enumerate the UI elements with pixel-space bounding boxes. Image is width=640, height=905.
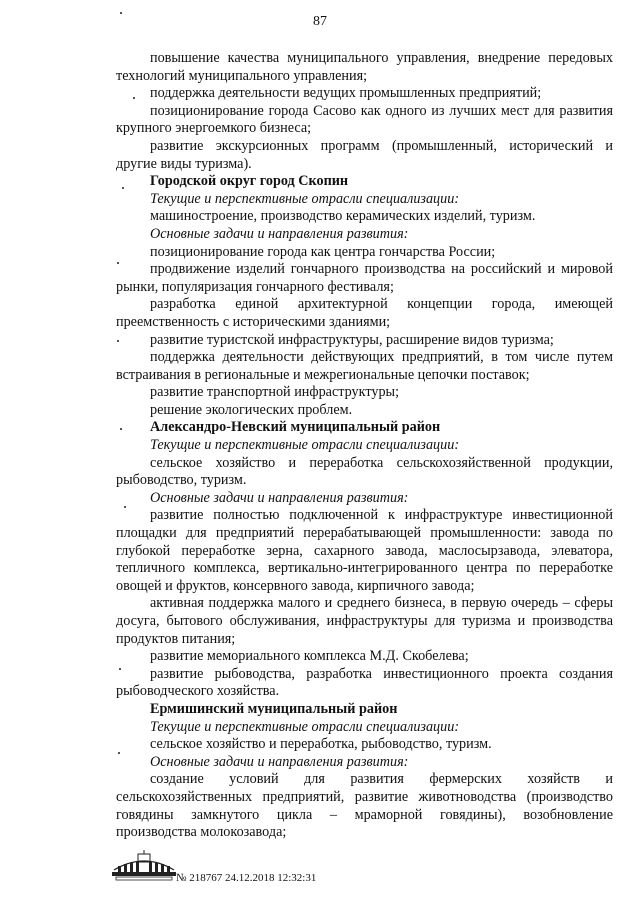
- paragraph: решение экологических проблем.: [150, 401, 353, 418]
- paragraph: создание условий для развития фермерских хозяйств и сельскохозяйственных предприятий, развитие животноводства (производство говядины замкнутого цикла – мраморной говядины), возобновление производства молокозавода;: [116, 771, 613, 841]
- paragraph: развитие туристской инфраструктуры, расширение видов туризма;: [150, 331, 554, 348]
- section-heading: Ермишинский муниципальный район: [150, 700, 398, 717]
- subheading: Основные задачи и направления развития:: [150, 489, 409, 506]
- paragraph: поддержка деятельности действующих предприятий, в том числе путем встраивания в региональные и межрегиональные цепочки поставок;: [116, 349, 613, 383]
- scan-speck: [120, 428, 122, 430]
- scan-speck: [119, 668, 121, 670]
- scan-speck: [117, 262, 119, 264]
- paragraph: развитие полностью подключенной к инфраструктуре инвестиционной площадки для предприятий перерабатывающей промышленности: завода по глубокой переработке зерна, сахарного завода, маслосырзавода, элеватора, тепличного комплекса, вертикально-интегрированного центра по переработке овощей и фруктов, консервного завода, кирпичного завода;: [116, 507, 613, 594]
- paragraph: развитие рыбоводства, разработка инвестиционного проекта создания рыбоводческого хозяйства.: [116, 665, 613, 700]
- scan-speck: [124, 506, 126, 508]
- paragraph: разработка единой архитектурной концепции города, имеющей преемственность с историческими зданиями;: [116, 296, 613, 330]
- page-number: 87: [313, 14, 327, 29]
- scan-speck: [118, 752, 120, 754]
- paragraph: позиционирование города Сасово как одного из лучших мест для развития крупного энергоемкого бизнеса;: [116, 102, 613, 137]
- registry-logo-icon: [104, 848, 184, 882]
- document-stamp: № 218767 24.12.2018 12:32:31: [176, 872, 317, 884]
- subheading: Текущие и перспективные отрасли специализации:: [150, 718, 460, 735]
- paragraph: машиностроение, производство керамических изделий, туризм.: [150, 208, 536, 225]
- paragraph: поддержка деятельности ведущих промышленных предприятий;: [150, 85, 542, 102]
- subheading: Текущие и перспективные отрасли специализации:: [150, 437, 460, 454]
- paragraph: сельское хозяйство и переработка сельскохозяйственной продукции, рыбоводство, туризм.: [116, 454, 613, 489]
- subheading: Основные задачи и направления развития:: [150, 225, 409, 242]
- paragraph: развитие экскурсионных программ (промышленный, исторический и другие виды туризма).: [116, 137, 613, 172]
- scan-speck: [133, 97, 135, 99]
- paragraph: повышение качества муниципального управления, внедрение передовых технологий муниципального управления;: [116, 50, 613, 84]
- subheading: Текущие и перспективные отрасли специализации:: [150, 190, 460, 207]
- paragraph: сельское хозяйство и переработка, рыбоводство, туризм.: [150, 736, 492, 753]
- paragraph: позиционирование города как центра гончарства России;: [150, 243, 496, 260]
- document-body: [116, 50, 613, 842]
- paragraph: развитие транспортной инфраструктуры;: [150, 384, 400, 401]
- scan-speck: [120, 12, 122, 14]
- scan-speck: [117, 340, 119, 342]
- subheading: Основные задачи и направления развития:: [150, 753, 409, 770]
- paragraph: развитие мемориального комплекса М.Д. Скобелева;: [150, 648, 469, 665]
- paragraph: продвижение изделий гончарного производства на российский и мировой рынки, популяризация гончарного фестиваля;: [116, 261, 613, 295]
- paragraph: активная поддержка малого и среднего бизнеса, в первую очередь – сферы досуга, бытового обслуживания, инфраструктуры для туризма и производства продуктов питания;: [116, 595, 613, 647]
- section-heading: Александро-Невский муниципальный район: [150, 419, 441, 436]
- scan-speck: [122, 187, 124, 189]
- section-heading: Городской округ город Скопин: [150, 173, 349, 190]
